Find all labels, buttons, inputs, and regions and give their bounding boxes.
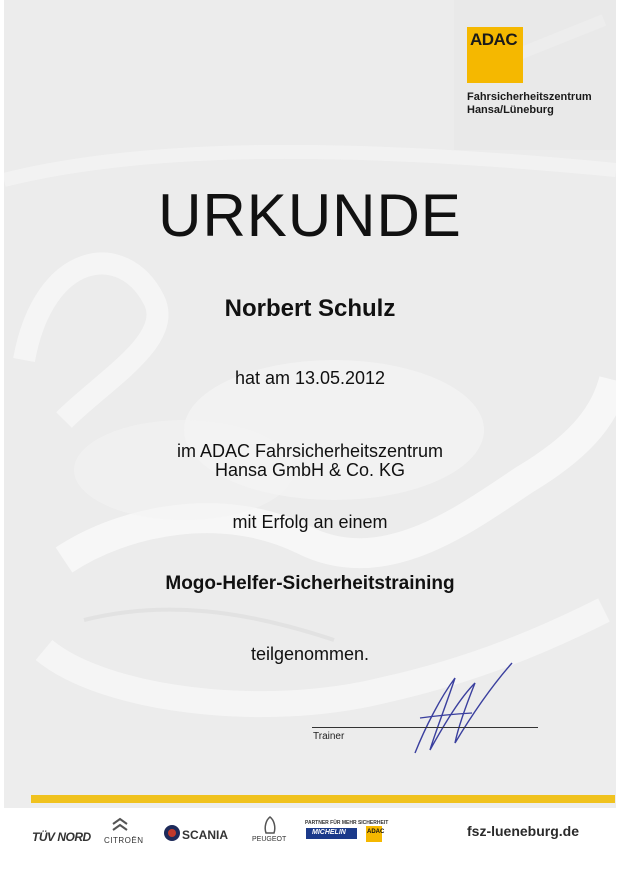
success-line: mit Erfolg an einem	[232, 512, 388, 532]
citroen-chevron-icon	[110, 816, 130, 834]
scania-logo: SCANIA	[182, 828, 229, 842]
center-name	[467, 91, 607, 117]
signature-line	[312, 727, 538, 728]
certificate-title: URKUNDE	[158, 182, 462, 249]
adac-small-logo: ADAC	[367, 829, 385, 835]
aerial-track-background	[4, 0, 616, 808]
adac-logo-text: ADAC	[470, 30, 518, 49]
citroen-logo: CITROËN	[104, 836, 144, 845]
trainer-label: Trainer	[313, 731, 345, 742]
course-name: Mogo-Helfer-Sicherheitstraining	[165, 573, 455, 594]
peugeot-logo: PEUGEOT	[252, 836, 287, 843]
footer-sponsor-logos	[0, 808, 620, 877]
date-line: hat am 13.05.2012	[234, 368, 386, 388]
organization-line-1: im ADAC Fahrsicherheitszentrum	[176, 441, 444, 461]
recipient-name: Norbert Schulz	[224, 295, 396, 322]
peugeot-lion-icon	[262, 815, 278, 835]
organization-line-2: Hansa GmbH & Co. KG	[214, 460, 406, 480]
tuv-nord-logo: TÜV NORD	[32, 830, 91, 844]
scania-griffin-icon	[163, 823, 181, 843]
track-illustration	[4, 0, 616, 808]
closing-line: teilgenommen.	[250, 644, 370, 664]
michelin-partner-tagline: PARTNER FÜR MEHR SICHERHEIT	[305, 820, 389, 826]
trainer-signature	[400, 658, 520, 758]
center-name-line2: Hansa/Lüneburg	[467, 104, 554, 116]
website-url[interactable]: fsz-lueneburg.de	[467, 823, 580, 839]
yellow-divider-bar	[31, 795, 615, 803]
center-name-line1: Fahrsicherheitszentrum	[467, 91, 592, 103]
michelin-logo: MICHELIN	[312, 829, 346, 836]
